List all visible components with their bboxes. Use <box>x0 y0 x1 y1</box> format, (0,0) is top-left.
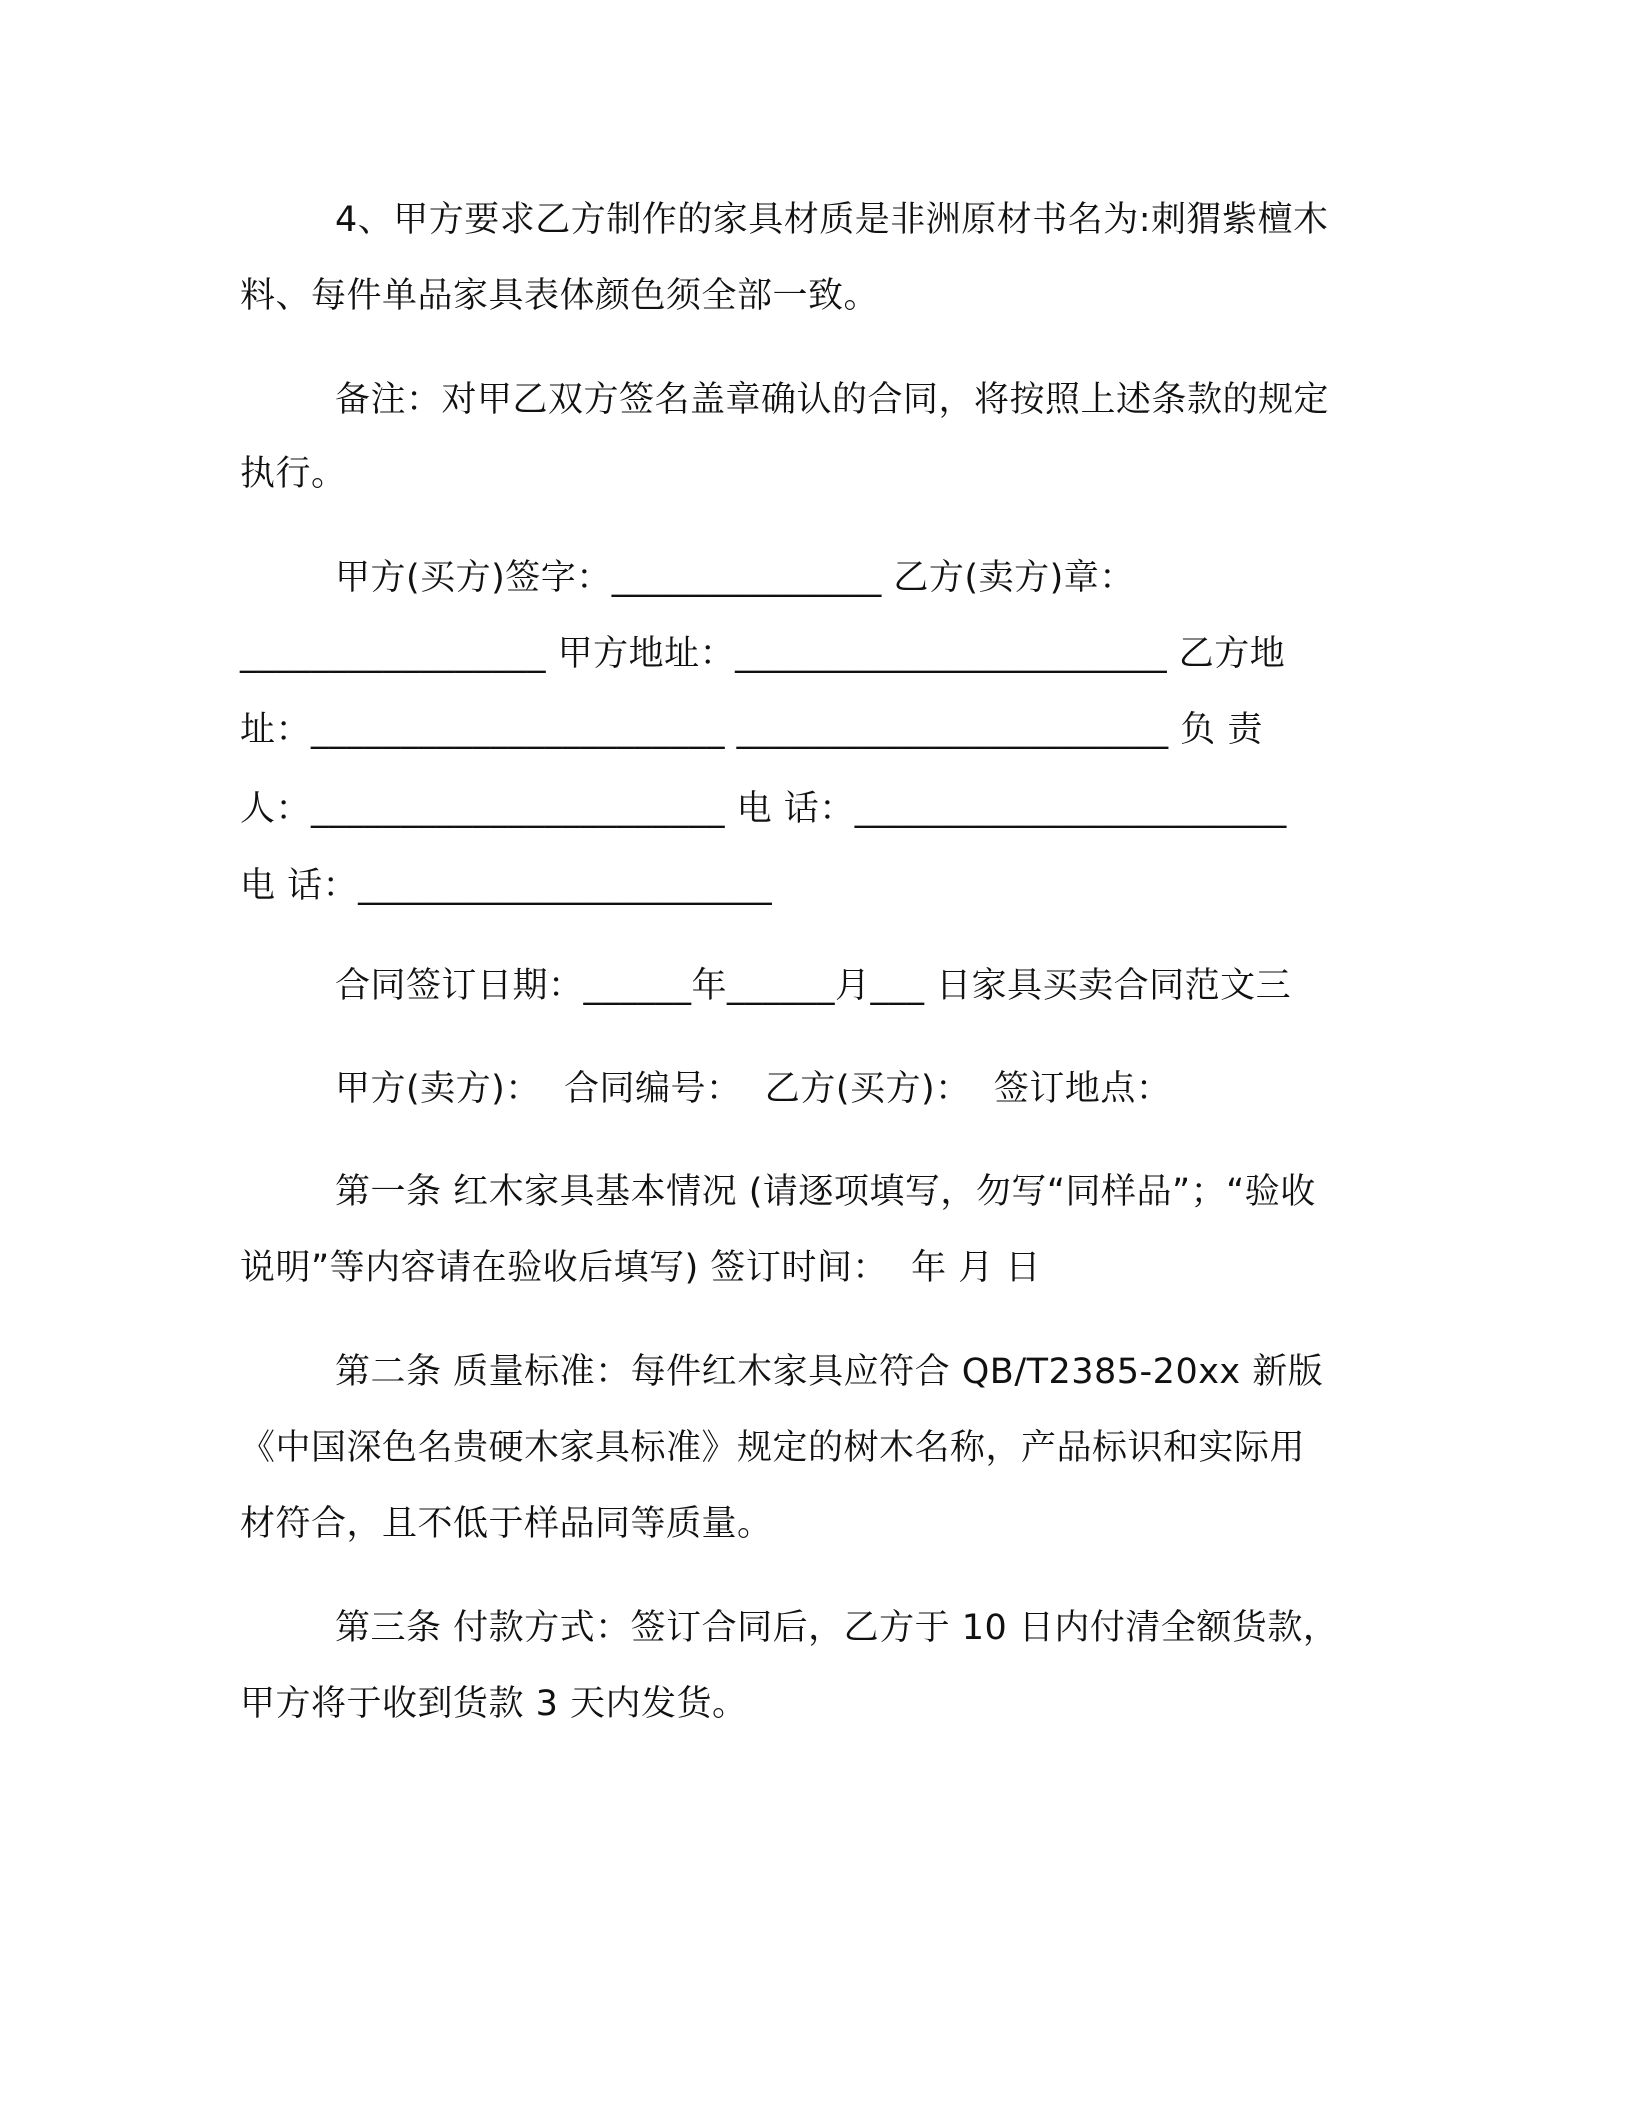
clause-4-line-1: 4、甲方要求乙方制作的家具材质是非洲原材书名为:刺猬紫檀木 <box>335 200 1329 240</box>
signature-line-4: 人：_______________________ 电 话：________________________ <box>240 789 1287 829</box>
sign-date-line: 合同签订日期：______年______月___ 日家具买卖合同范文三 <box>335 966 1292 1006</box>
parties-line: 甲方(卖方)： 合同编号： 乙方(买方)： 签订地点： <box>335 1069 1172 1109</box>
signature-line-3: 址：_______________________ ________________________ 负 责 <box>240 710 1263 750</box>
remark-line-2: 执行。 <box>240 454 347 494</box>
article-2-line-3: 材符合，且不低于样品同等质量。 <box>240 1504 773 1544</box>
article-3-line-1: 第三条 付款方式：签订合同后，乙方于 10 日内付清全额货款， <box>335 1608 1339 1648</box>
article-2-line-2: 《中国深色名贵硬木家具标准》规定的树木名称，产品标识和实际用 <box>240 1428 1306 1468</box>
article-2-line-1: 第二条 质量标准：每件红木家具应符合 QB/T2385-20xx 新版 <box>335 1352 1324 1392</box>
signature-line-5: 电 话：_______________________ <box>240 866 773 906</box>
signature-line-2: _________________ 甲方地址：________________________ 乙方地 <box>240 634 1286 674</box>
signature-line-1: 甲方(买方)签字：_______________ 乙方(卖方)章： <box>335 558 1135 598</box>
clause-4-line-2: 料、每件单品家具表体颜色须全部一致。 <box>240 276 880 316</box>
article-3-line-2: 甲方将于收到货款 3 天内发货。 <box>240 1684 748 1724</box>
article-1-line-1: 第一条 红木家具基本情况 (请逐项填写，勿写“同样品”；“验收 <box>335 1172 1316 1212</box>
article-1-line-2: 说明”等内容请在验收后填写) 签订时间： 年 月 日 <box>240 1248 1041 1288</box>
remark-line-1: 备注：对甲乙双方签名盖章确认的合同，将按照上述条款的规定 <box>335 380 1330 420</box>
